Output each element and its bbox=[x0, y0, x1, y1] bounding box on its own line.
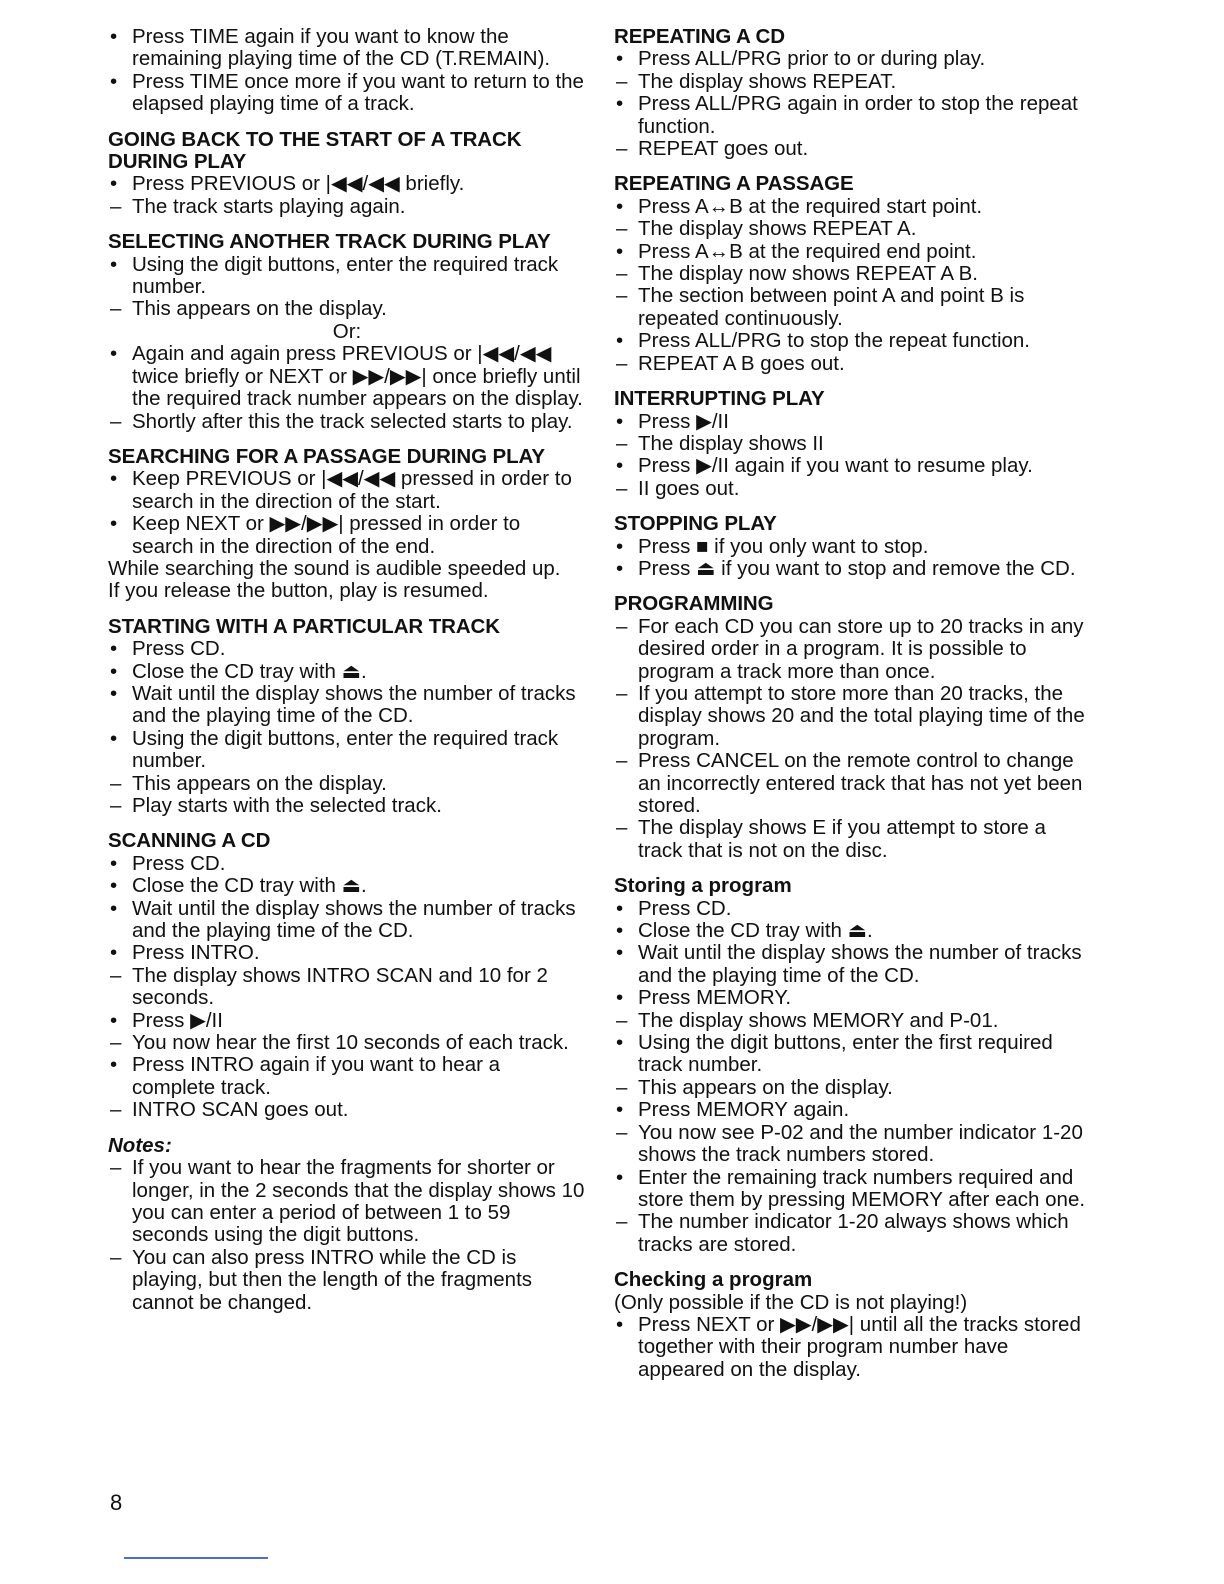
section-notes bbox=[108, 1135, 586, 1314]
bullet-item bbox=[614, 1167, 1092, 1212]
bullet-marker: • bbox=[616, 986, 624, 1010]
item-text: Press ▶/II bbox=[132, 1008, 223, 1032]
bullet-marker: • bbox=[110, 467, 118, 491]
dash-item bbox=[108, 795, 586, 817]
bullet-marker: • bbox=[110, 69, 118, 93]
dash-item bbox=[108, 411, 586, 433]
bullet-item bbox=[614, 48, 1092, 70]
bullet-marker: • bbox=[616, 194, 624, 218]
dash-item bbox=[614, 616, 1092, 683]
item-text: Press ALL/PRG prior to or during play. bbox=[638, 47, 986, 71]
item-text: Press ▶/II again if you want to resume play. bbox=[638, 454, 1033, 478]
item-text: Wait until the display shows the number of tracks and the playing time of the CD. bbox=[638, 941, 1082, 987]
bullet-marker: • bbox=[110, 1008, 118, 1032]
dash-marker: – bbox=[110, 794, 122, 817]
dash-marker: – bbox=[110, 1031, 122, 1055]
item-text: For each CD you can store up to 20 tracks in any desired order in a program. It is possible to program a track more than once. bbox=[638, 614, 1084, 683]
notes-heading: Notes: bbox=[108, 1133, 172, 1157]
item-text: Press A↔B at the required start point. bbox=[638, 194, 983, 218]
item-text: Press ⏏ if you want to stop and remove the CD. bbox=[638, 556, 1076, 580]
section-heading: SELECTING ANOTHER TRACK DURING PLAY bbox=[108, 230, 551, 254]
dash-item bbox=[108, 965, 586, 1010]
paragraph: While searching the sound is audible speeded up. bbox=[108, 556, 561, 580]
dash-marker: – bbox=[110, 963, 122, 987]
bullet-marker: • bbox=[110, 851, 118, 875]
item-text: Wait until the display shows the number of tracks and the playing time of the CD. bbox=[132, 681, 576, 728]
item-text: The section between point A and point B is repeated continuously. bbox=[638, 284, 1025, 330]
paragraph: If you release the button, play is resumed. bbox=[108, 579, 489, 603]
item-text: INTRO SCAN goes out. bbox=[132, 1098, 349, 1122]
item-text: This appears on the display. bbox=[638, 1075, 893, 1099]
dash-item bbox=[614, 817, 1092, 862]
dash-marker: – bbox=[616, 262, 628, 286]
dash-marker: – bbox=[110, 409, 122, 433]
dash-marker: – bbox=[616, 137, 628, 161]
bullet-item bbox=[614, 196, 1092, 218]
dash-item bbox=[614, 750, 1092, 817]
dash-item bbox=[614, 683, 1092, 750]
item-text: Keep PREVIOUS or |◀◀/◀◀ pressed in order to search in the direction of the start. bbox=[132, 467, 572, 513]
bullet-item bbox=[108, 173, 586, 195]
dash-item bbox=[614, 1211, 1092, 1256]
item-text: The display now shows REPEAT A B. bbox=[638, 262, 978, 286]
item-text: The display shows REPEAT A. bbox=[638, 217, 917, 241]
item-text: Press INTRO. bbox=[132, 941, 260, 965]
right-column bbox=[614, 26, 1092, 1394]
item-text: Press CD. bbox=[132, 851, 226, 875]
bullet-marker: • bbox=[110, 637, 118, 661]
bullet-item bbox=[108, 942, 586, 964]
dash-item bbox=[614, 478, 1092, 500]
dash-item bbox=[614, 433, 1092, 455]
section-repeating-a-cd bbox=[614, 26, 1092, 160]
bullet-item bbox=[108, 513, 586, 558]
dash-marker: – bbox=[110, 1245, 122, 1269]
item-text: Close the CD tray with ⏏. bbox=[638, 919, 873, 943]
item-text: Press ■ if you only want to stop. bbox=[638, 534, 929, 558]
dash-marker: – bbox=[616, 431, 628, 455]
footer-rule bbox=[124, 1557, 268, 1559]
item-text: Close the CD tray with ⏏. bbox=[132, 659, 367, 683]
section-heading: STARTING WITH A PARTICULAR TRACK bbox=[108, 614, 500, 638]
bullet-marker: • bbox=[616, 1312, 624, 1336]
bullet-item bbox=[108, 1054, 586, 1099]
section-storing-a-program bbox=[614, 875, 1092, 1256]
page-number: 8 bbox=[110, 1490, 123, 1515]
bullet-item bbox=[108, 468, 586, 513]
bullet-marker: • bbox=[110, 681, 118, 705]
bullet-marker: • bbox=[616, 919, 624, 943]
item-text: Press ALL/PRG to stop the repeat function. bbox=[638, 329, 1031, 353]
dash-marker: – bbox=[616, 749, 628, 773]
dash-item bbox=[108, 773, 586, 795]
bullet-marker: • bbox=[616, 1165, 624, 1189]
dash-item bbox=[108, 1032, 586, 1054]
item-text: Press TIME once more if you want to return to the elapsed playing time of a track. bbox=[132, 69, 584, 116]
dash-item bbox=[108, 1247, 586, 1314]
section-heading: PROGRAMMING bbox=[614, 592, 774, 616]
bullet-item bbox=[108, 343, 586, 410]
item-text: Press A↔B at the required end point. bbox=[638, 239, 977, 263]
dash-marker: – bbox=[616, 284, 628, 308]
dash-item bbox=[614, 285, 1092, 330]
bullet-marker: • bbox=[616, 1031, 624, 1055]
item-text: You can also press INTRO while the CD is playing, but then the length of the fragments cannot be changed. bbox=[132, 1245, 533, 1314]
bullet-item bbox=[614, 455, 1092, 477]
item-text: Using the digit buttons, enter the required track number. bbox=[132, 726, 559, 773]
item-text: Keep NEXT or ▶▶/▶▶| pressed in order to search in the direction of the end. bbox=[132, 512, 521, 558]
section-searching-for-a-passage-during-play bbox=[108, 446, 586, 603]
bullet-item bbox=[614, 330, 1092, 352]
dash-item bbox=[614, 263, 1092, 285]
bullet-item bbox=[614, 942, 1092, 987]
dash-marker: – bbox=[616, 816, 628, 840]
dash-marker: – bbox=[110, 771, 122, 795]
bullet-marker: • bbox=[110, 726, 118, 750]
item-text: The number indicator 1-20 always shows which tracks are stored. bbox=[638, 1210, 1069, 1256]
dash-item bbox=[108, 298, 586, 320]
dash-item bbox=[614, 1077, 1092, 1099]
bullet-marker: • bbox=[616, 409, 624, 433]
dash-marker: – bbox=[616, 1008, 628, 1032]
item-text: Press CANCEL on the remote control to change an incorrectly entered track that has not yet been stored. bbox=[638, 749, 1083, 817]
bullet-item bbox=[108, 254, 586, 299]
item-text: Press NEXT or ▶▶/▶▶| until all the tracks stored together with their program number have appeared on the display. bbox=[638, 1312, 1081, 1381]
bullet-marker: • bbox=[110, 874, 118, 898]
subsection-heading: Storing a program bbox=[614, 874, 792, 898]
bullet-item bbox=[614, 987, 1092, 1009]
bullet-item bbox=[108, 638, 586, 660]
dash-marker: – bbox=[616, 351, 628, 375]
bullet-item bbox=[108, 683, 586, 728]
bullet-item bbox=[614, 536, 1092, 558]
bullet-marker: • bbox=[110, 172, 118, 196]
item-text: Press MEMORY again. bbox=[638, 1098, 850, 1122]
bullet-marker: • bbox=[110, 25, 118, 48]
section-going-back-to-the-start-of-a-track-during-play bbox=[108, 129, 586, 219]
bullet-marker: • bbox=[616, 534, 624, 558]
bullet-marker: • bbox=[110, 896, 118, 920]
section-interrupting-play bbox=[614, 388, 1092, 500]
bullet-item bbox=[614, 1032, 1092, 1077]
dash-marker: – bbox=[616, 1120, 628, 1144]
dash-item bbox=[108, 196, 586, 218]
bullet-marker: • bbox=[616, 556, 624, 580]
dash-marker: – bbox=[110, 1098, 122, 1122]
section-heading: GOING BACK TO THE START OF A TRACK DURING PLAY bbox=[108, 127, 522, 174]
section-heading: REPEATING A PASSAGE bbox=[614, 172, 854, 196]
item-text: II goes out. bbox=[638, 476, 740, 500]
item-text: Play starts with the selected track. bbox=[132, 794, 442, 817]
paragraph: (Only possible if the CD is not playing!) bbox=[614, 1290, 968, 1314]
item-text: Press MEMORY. bbox=[638, 986, 792, 1010]
bullet-marker: • bbox=[616, 239, 624, 263]
dash-item bbox=[108, 1099, 586, 1121]
dash-marker: – bbox=[616, 614, 628, 638]
item-text: Close the CD tray with ⏏. bbox=[132, 874, 367, 898]
item-text: Using the digit buttons, enter the required track number. bbox=[132, 252, 559, 299]
item-text: Press CD. bbox=[132, 637, 226, 661]
section-heading: SCANNING A CD bbox=[108, 829, 271, 853]
centered-text: Or: bbox=[332, 319, 362, 343]
bullet-item bbox=[108, 898, 586, 943]
dash-item bbox=[614, 1122, 1092, 1167]
dash-marker: – bbox=[110, 297, 122, 321]
bullet-item bbox=[614, 93, 1092, 138]
bullet-item bbox=[614, 558, 1092, 580]
bullet-item bbox=[614, 411, 1092, 433]
bullet-marker: • bbox=[110, 512, 118, 536]
item-text: The display shows REPEAT. bbox=[638, 69, 897, 93]
item-text: Shortly after this the track selected starts to play. bbox=[132, 409, 573, 433]
bullet-marker: • bbox=[616, 941, 624, 965]
bullet-marker: • bbox=[616, 47, 624, 71]
dash-item bbox=[614, 353, 1092, 375]
section-starting-with-a-particular-track bbox=[108, 616, 586, 818]
item-text: Press CD. bbox=[638, 896, 732, 920]
item-text: Press INTRO again if you want to hear a complete track. bbox=[132, 1053, 501, 1099]
section-intro bbox=[108, 26, 586, 116]
bullet-marker: • bbox=[110, 252, 118, 276]
bullet-marker: • bbox=[110, 659, 118, 683]
item-text: Wait until the display shows the number of tracks and the playing time of the CD. bbox=[132, 896, 576, 943]
item-text: If you attempt to store more than 20 tracks, the display shows 20 and the total playing time of the program. bbox=[638, 681, 1085, 750]
bullet-item bbox=[614, 920, 1092, 942]
item-text: The track starts playing again. bbox=[132, 194, 406, 218]
item-text: Press ALL/PRG again in order to stop the repeat function. bbox=[638, 92, 1078, 138]
item-text: The display shows MEMORY and P-01. bbox=[638, 1008, 999, 1032]
section-heading: SEARCHING FOR A PASSAGE DURING PLAY bbox=[108, 444, 545, 468]
bullet-item bbox=[108, 26, 586, 71]
item-text: You now see P-02 and the number indicator 1-20 shows the track numbers stored. bbox=[638, 1120, 1083, 1167]
subsection-heading: Checking a program bbox=[614, 1268, 813, 1292]
dash-marker: – bbox=[616, 476, 628, 500]
section-scanning-a-cd bbox=[108, 830, 586, 1121]
section-stopping-play bbox=[614, 513, 1092, 580]
bullet-item bbox=[614, 1314, 1092, 1381]
bullet-item bbox=[614, 898, 1092, 920]
item-text: Enter the remaining track numbers required and store them by pressing MEMORY after each one. bbox=[638, 1165, 1086, 1211]
item-text: If you want to hear the fragments for shorter or longer, in the 2 seconds that the display shows 10 you can enter a period of between 1 to 59 seconds using the digit buttons. bbox=[132, 1156, 585, 1247]
item-text: Using the digit buttons, enter the first required track number. bbox=[638, 1031, 1053, 1077]
item-text: You now hear the first 10 seconds of each track. bbox=[132, 1031, 569, 1055]
section-selecting-another-track-during-play bbox=[108, 231, 586, 433]
left-column bbox=[108, 26, 586, 1327]
item-text: Again and again press PREVIOUS or |◀◀/◀◀ twice briefly or NEXT or ▶▶/▶▶| once briefly until the required track number appears on the display. bbox=[132, 342, 583, 411]
bullet-marker: • bbox=[616, 329, 624, 353]
section-programming bbox=[614, 593, 1092, 862]
bullet-marker: • bbox=[616, 896, 624, 920]
dash-item bbox=[614, 218, 1092, 240]
item-text: The display shows E if you attempt to store a track that is not on the disc. bbox=[638, 816, 1046, 862]
item-text: Press ▶/II bbox=[638, 409, 729, 433]
dash-item bbox=[614, 1010, 1092, 1032]
dash-item bbox=[614, 138, 1092, 160]
bullet-item bbox=[108, 71, 586, 116]
dash-marker: – bbox=[616, 1075, 628, 1099]
dash-marker: – bbox=[616, 69, 628, 93]
bullet-marker: • bbox=[616, 454, 624, 478]
item-text: Press TIME again if you want to know the remaining playing time of the CD (T.REMAIN). bbox=[132, 25, 551, 71]
item-text: REPEAT A B goes out. bbox=[638, 351, 845, 375]
item-text: REPEAT goes out. bbox=[638, 137, 809, 161]
dash-marker: – bbox=[616, 217, 628, 241]
section-repeating-a-passage bbox=[614, 173, 1092, 375]
bullet-marker: • bbox=[616, 92, 624, 116]
bullet-item bbox=[108, 853, 586, 875]
section-heading: INTERRUPTING PLAY bbox=[614, 387, 825, 411]
dash-item bbox=[108, 1157, 586, 1247]
item-text: This appears on the display. bbox=[132, 297, 387, 321]
section-heading: STOPPING PLAY bbox=[614, 512, 777, 536]
dash-item bbox=[614, 71, 1092, 93]
bullet-marker: • bbox=[110, 1053, 118, 1077]
bullet-item bbox=[108, 875, 586, 897]
bullet-item bbox=[108, 728, 586, 773]
bullet-item bbox=[614, 1099, 1092, 1121]
dash-marker: – bbox=[110, 1156, 122, 1180]
bullet-marker: • bbox=[616, 1098, 624, 1122]
item-text: Press PREVIOUS or |◀◀/◀◀ briefly. bbox=[132, 172, 465, 196]
item-text: The display shows INTRO SCAN and 10 for 2 seconds. bbox=[132, 963, 548, 1010]
dash-marker: – bbox=[616, 1210, 628, 1234]
bullet-item bbox=[108, 661, 586, 683]
bullet-item bbox=[614, 241, 1092, 263]
item-text: The display shows II bbox=[638, 431, 824, 455]
dash-marker: – bbox=[616, 681, 628, 705]
item-text: This appears on the display. bbox=[132, 771, 387, 795]
bullet-item bbox=[108, 1010, 586, 1032]
section-checking-a-program bbox=[614, 1269, 1092, 1381]
bullet-marker: • bbox=[110, 342, 118, 366]
bullet-marker: • bbox=[110, 941, 118, 965]
dash-marker: – bbox=[110, 194, 122, 218]
section-heading: REPEATING A CD bbox=[614, 25, 785, 48]
